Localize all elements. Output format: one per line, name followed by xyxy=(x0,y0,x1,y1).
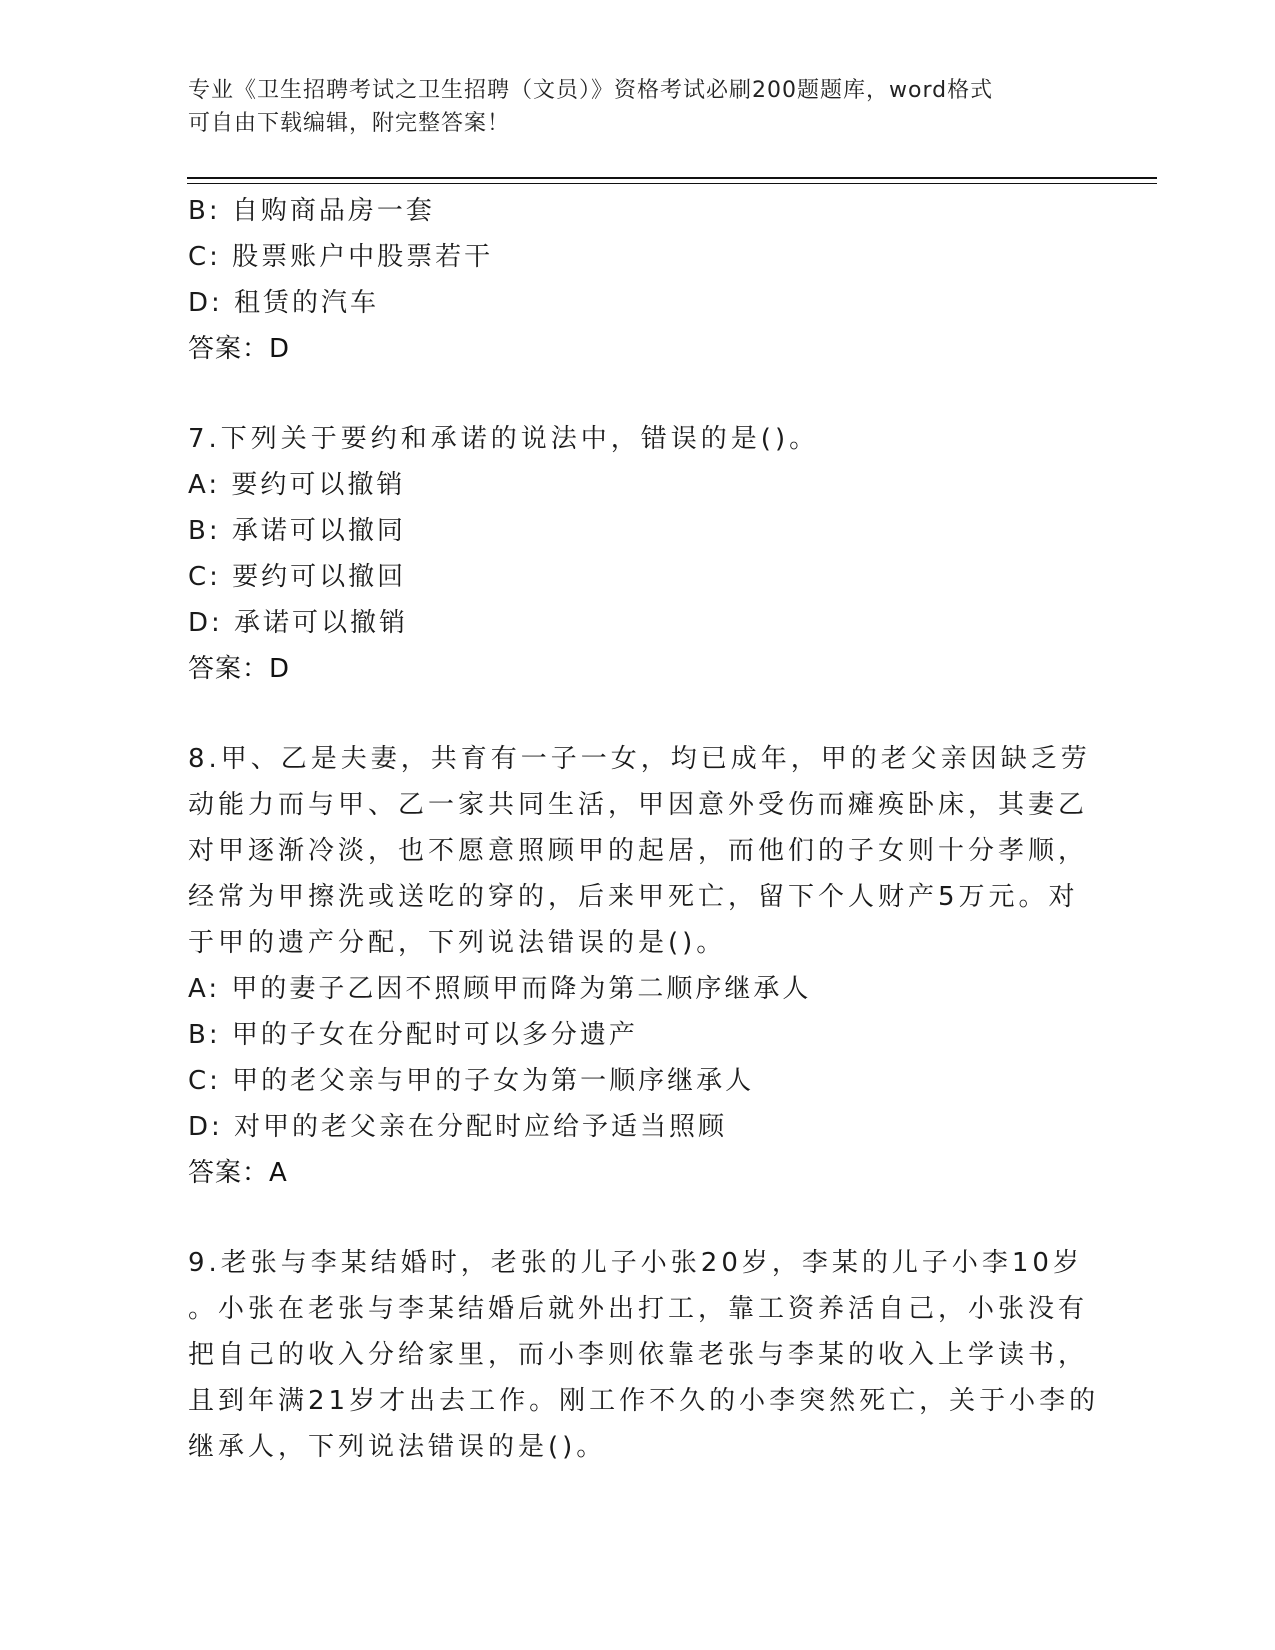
option-c: C: 甲的老父亲与甲的子女为第一顺序继承人 xyxy=(188,1066,755,1096)
spacer xyxy=(188,372,1088,416)
option-b: B: 自购商品房一套 xyxy=(188,196,435,226)
option-d: D: 承诺可以撤销 xyxy=(188,608,409,638)
question-stem: 7.下列关于要约和承诺的说法中，错误的是()。 xyxy=(188,424,820,454)
answer-label: 答案：D xyxy=(188,334,291,364)
stem-line: 。小张在老张与李某结婚后就外出打工，靠工资养活自己，小张没有 xyxy=(188,1294,1089,1324)
option-c: C: 要约可以撤回 xyxy=(188,562,407,592)
spacer xyxy=(188,692,1088,736)
option-a: A: 甲的妻子乙因不照顾甲而降为第二顺序继承人 xyxy=(188,974,812,1004)
stem-line: 8.甲、乙是夫妻，共育有一子一女，均已成年，甲的老父亲因缺乏劳 xyxy=(188,744,1091,774)
option-d: D: 租赁的汽车 xyxy=(188,288,380,318)
stem-line: 把自己的收入分给家里，而小李则依靠老张与李某的收入上学读书， xyxy=(188,1340,1089,1370)
question-8 xyxy=(188,736,1091,1196)
question-content xyxy=(188,188,1100,1470)
stem-line: 经常为甲擦洗或送吃的穿的，后来甲死亡，留下个人财产5万元。对 xyxy=(188,882,1079,912)
stem-line: 继承人，下列说法错误的是()。 xyxy=(188,1432,607,1462)
option-a: A: 要约可以撤销 xyxy=(188,470,406,500)
question-stem xyxy=(188,736,1091,966)
header-divider-thick xyxy=(187,177,1157,179)
stem-line: 动能力而与甲、乙一家共同生活，甲因意外受伤而瘫痪卧床，其妻乙 xyxy=(188,790,1089,820)
option-b: B: 承诺可以撤同 xyxy=(188,516,406,546)
spacer xyxy=(188,1196,1088,1240)
stem-line: 于甲的遗产分配，下列说法错误的是()。 xyxy=(188,928,727,958)
answer-label: 答案：A xyxy=(188,1158,288,1188)
document-header xyxy=(188,74,1068,140)
header-line-2: 可自由下载编辑，附完整答案！ xyxy=(188,111,511,136)
answer-label: 答案：D xyxy=(188,654,291,684)
stem-line: 对甲逐渐冷淡，也不愿意照顾甲的起居，而他们的子女则十分孝顺， xyxy=(188,836,1089,866)
option-b: B: 甲的子女在分配时可以多分遗产 xyxy=(188,1020,638,1050)
question-stem xyxy=(188,1240,1100,1470)
stem-line: 且到年满21岁才出去工作。刚工作不久的小李突然死亡，关于小李的 xyxy=(188,1386,1100,1416)
question-6-tail xyxy=(188,188,1088,372)
option-d: D: 对甲的老父亲在分配时应给予适当照顾 xyxy=(188,1112,728,1142)
option-c: C: 股票账户中股票若干 xyxy=(188,242,494,272)
header-line-1: 专业《卫生招聘考试之卫生招聘（文员）》资格考试必刷200题题库，word格式 xyxy=(188,78,994,103)
question-7 xyxy=(188,416,1088,692)
stem-line: 9.老张与李某结婚时，老张的儿子小张20岁，李某的儿子小李10岁 xyxy=(188,1248,1083,1278)
header-divider-thin xyxy=(187,183,1157,184)
question-9 xyxy=(188,1240,1100,1470)
